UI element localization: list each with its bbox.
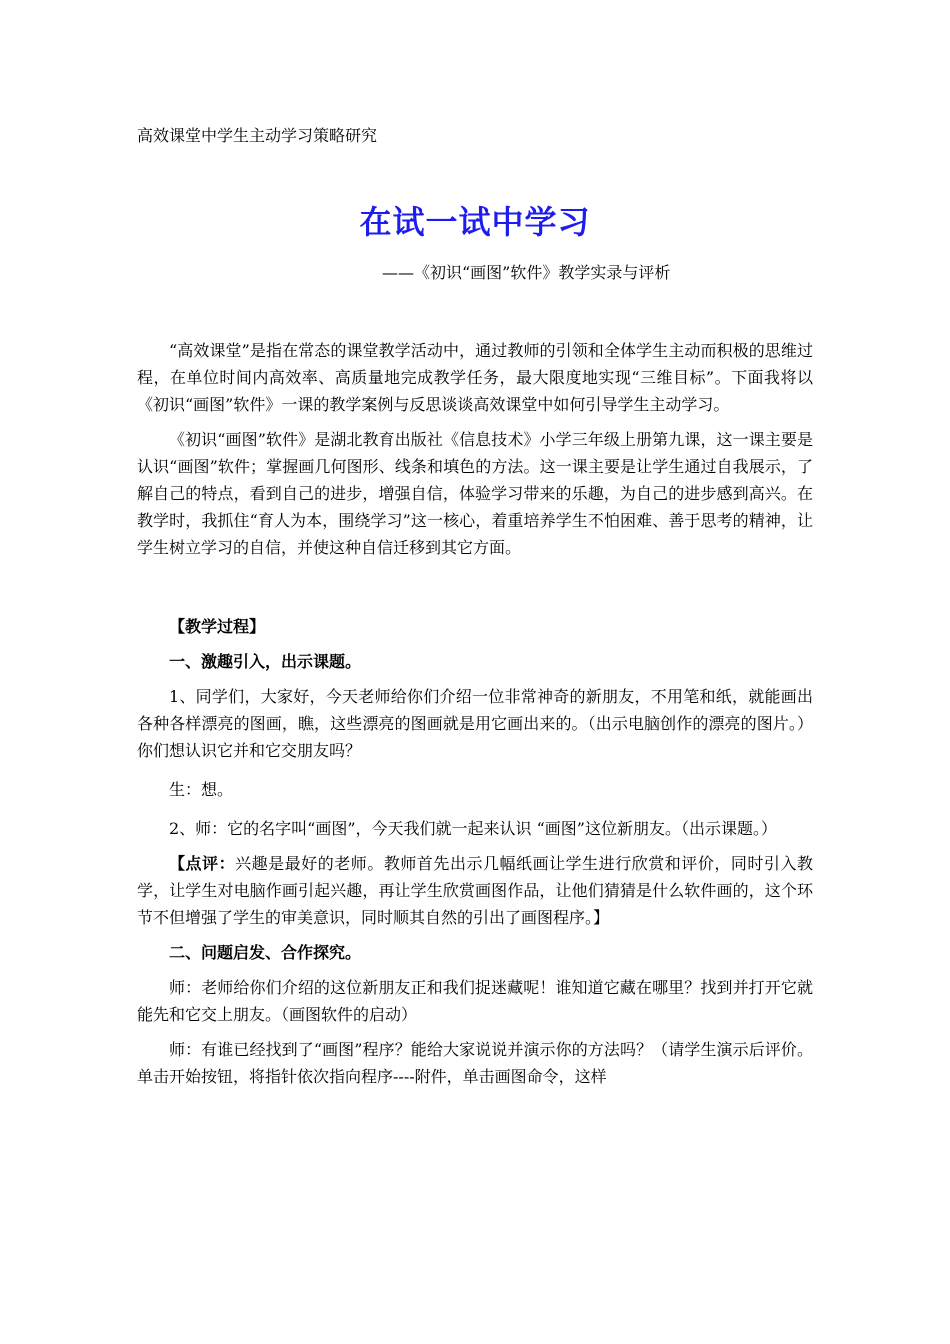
intro-paragraph-2: 《初识“画图”软件》是湖北教育出版社《信息技术》小学三年级上册第九课，这一课主要是认识“画图”软件；掌握画几何图形、线条和填色的方法。这一课主要是让学生通过自我展示，了解自己的特点，看到自己的进步，增强自信，体验学习带来的乐趣，为自己的进步感到高兴。在教学时，我抓住“育人为本，围绕学习”这一核心，着重培养学生不怕困难、善于思考的精神，让学生树立学习的自信，并使这种自信迁移到其它方面。 (137, 430, 813, 557)
article-title: 在试一试中学习 (359, 203, 591, 241)
section-1-paragraph-1: 1、同学们，大家好，今天老师给你们介绍一位非常神奇的新朋友，不用笔和纸，就能画出各种各样漂亮的图画，瞧，这些漂亮的图画就是用它画出来的。（出示电脑创作的漂亮的图片。）你们想认识它并和它交朋友吗？ (137, 687, 813, 760)
section-2-paragraph-1: 师：老师给你们介绍的这位新朋友正和我们捉迷藏呢！谁知道它藏在哪里？找到并打开它就能先和它交上朋友。（画图软件的启动） (137, 978, 813, 1024)
running-header: 高效课堂中学生主动学习策略研究 (137, 126, 378, 145)
comment-label: 【点评： (169, 854, 236, 873)
section-1-heading: 一、激趣引入，出示课题。 (169, 652, 362, 671)
section-2-heading: 二、问题启发、合作探究。 (169, 943, 362, 962)
section-1-paragraph-3: 2、师：它的名字叫“画图”，今天我们就一起来认识 “画图”这位新朋友。（出示课题。） (169, 819, 777, 838)
article-subtitle: ——《初识“画图”软件》教学实录与评析 (382, 263, 671, 282)
section-2-paragraph-2: 师：有谁已经找到了“画图”程序？能给大家说说并演示你的方法吗？（请学生演示后评价。单击开始按钮，将指针依次指向程序----附件，单击画图命令，这样 (137, 1040, 813, 1086)
intro-paragraph-1: “高效课堂”是指在常态的课堂教学活动中，通过教师的引领和全体学生主动而积极的思维过程，在单位时间内高效率、高质量地完成教学任务，最大限度地实现“三维目标”。下面我将以《初识“画图”软件》一课的教学案例与反思谈谈高效课堂中如何引导学生主动学习。 (137, 341, 813, 414)
section-1-comment (137, 850, 813, 931)
article-body (137, 337, 813, 1090)
process-heading: 【教学过程】 (169, 617, 266, 636)
section-1-paragraph-2: 生：想。 (169, 780, 234, 799)
comment-text: 兴趣是最好的老师。教师首先出示几幅纸画让学生进行欣赏和评价，同时引入教学，让学生对电脑作画引起兴趣，再让学生欣赏画图作品，让他们猜猜是什么软件画的，这个环节不但增强了学生的审美意识，同时顺其自然的引出了画图程序。】 (137, 854, 813, 927)
